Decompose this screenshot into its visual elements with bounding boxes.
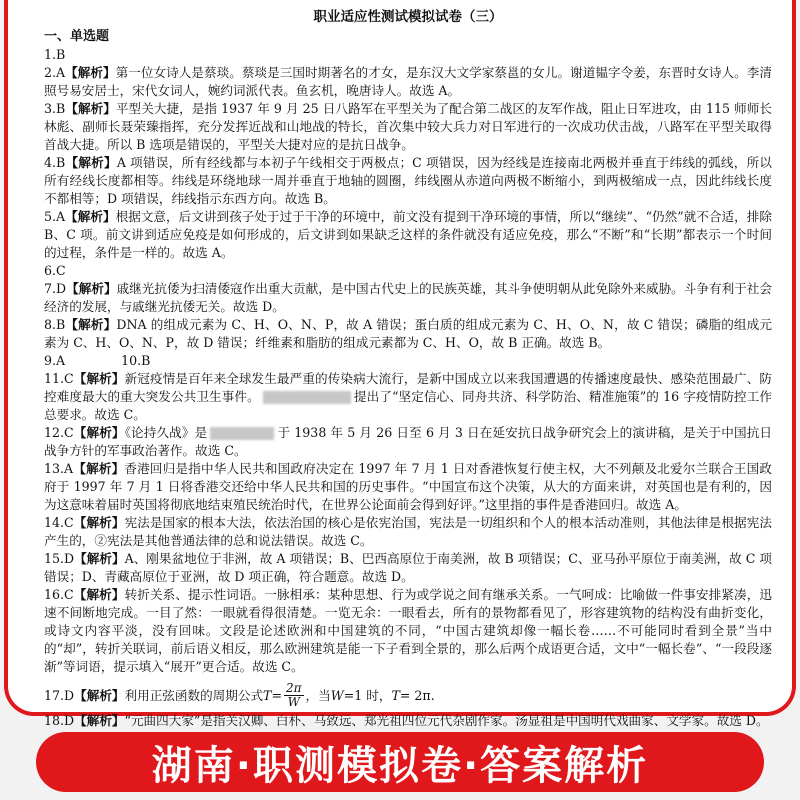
answer-12: 12.C【解析】《论持久战》是 于 1938 年 5 月 26 日至 6 月 3 日在延安抗日战争研究会上的演讲稿，是关于中国抗日战争方针的军事政治著作。故选 C。: [44, 425, 772, 458]
answer-2: 2.A【解析】第一位女诗人是蔡琰。蔡琰是三国时期著名的才女，是东汉大文学家蔡邕的女儿。谢道韫字令姜，东晋时女诗人。李清照号易安居士，宋代女词人，婉约词派代表。鱼玄机，晚唐诗人。故选 A。: [44, 65, 773, 98]
document-body: [44, 8, 772, 730]
answer-5: 5.A【解析】根据文意，后文讲到孩子处于过于干净的环境中，前文没有提到干净环境的事情，所以“继续”、“仍然”就不合适，排除 B、C 项。前文讲到适应免疫是如何形成的，后文讲到如果缺乏这样的条件就没有适应免疫，那么“不断”和“长期”都表示一个时间的过程，条件是一样的。故选 A。: [44, 209, 772, 260]
section-heading: 一、单选题: [44, 29, 110, 44]
answer-13: 13.A【解析】香港回归是指中华人民共和国政府决定在 1997 年 7 月 1 日对香港恢复行使主权，大不列颠及北爱尔兰联合王国政府于 1997 年 7 月 1 日将香港交还给中华人民共和国的历史事件。“中国宣布这个决策，从大的方面来讲，对英国也是有利的，因为这意味着届时英国将彻底地结束殖民统治时代，在世界公论面前会得到好评。”这里指的事件是香港回归。故选 A。: [44, 461, 772, 512]
answer-4: 4.B【解析】A 项错误，所有经线都与本初子午线相交于两极点；C 项错误，因为经线是连接南北两极并垂直于纬线的弧线，所以所有经线长度都相等。纬线是环绕地球一周并垂直于地轴的圆圈，纬线圈从赤道向两极不断缩小，到两极缩成一点，因此纬线长度不都相等；D 项错误，纬线指示东西方向。故选 B。: [44, 155, 773, 206]
answer-9-10: [44, 352, 772, 370]
answer-14: 14.C【解析】宪法是国家的根本大法，依法治国的核心是依宪治国，宪法是一切组织和个人的根本活动准则，其他法律是根据宪法产生的，②宪法是其他普通法律的总和说法错误。故选 C。: [44, 515, 772, 548]
redacted-block: [210, 427, 274, 440]
period-fraction: $\frac{2\pi}{W}$: [286, 681, 302, 709]
banner-title: 湖南·职测模拟卷·答案解析: [151, 742, 649, 789]
redacted-block: [263, 391, 351, 404]
answer-6: 6.C: [44, 263, 66, 278]
answer-10: 10.B: [121, 353, 151, 368]
promo-banner: [36, 732, 764, 792]
answer-18: 18.D【解析】“元曲四大家”是指关汉卿、白朴、马致远、郑光祖四位元代杂剧作家。汤显祖是中国明代戏曲家、文学家。故选 D。: [44, 713, 769, 728]
answer-16: 16.C【解析】转折关系、提示性词语。一脉相承：某种思想、行为或学说之间有继承关系。一气呵成：比喻做一件事安排紧凑，迅速不间断地完成。一目了然：一眼就看得很清楚。一览无余：一眼看去，所有的景物都看见了，形容建筑物的结构没有曲折变化，或诗文内容平淡，没有回味。文段是论述欧洲和中国建筑的不同，“中国古建筑却像一幅长卷……不可能同时看到全景”当中的“却”，转折关联词，前后语义相反，那么欧洲建筑是能一下子看到全景的，那么后两个成语更合适，文中“一幅长卷”、“一段段逐渐”等词语，提示填入“展开”更合适。故选 C。: [44, 587, 772, 674]
answer-8: 8.B【解析】DNA 的组成元素为 C、H、O、N、P，故 A 错误；蛋白质的组成元素为 C、H、O、N，故 C 错误；磷脂的组成元素为 C、H、O、N、P，故 D 错误；纤维素和脂肪的组成元素都为 C、H、O，故 B 正确。故选 B。: [44, 317, 772, 350]
answer-17: 17.D 【解析】 利用正弦函数的周期公式 T = $\frac{2\pi}{W}$ ，当 W =1 时， T = 2π.: [44, 681, 435, 709]
document-title: 职业适应性测试模拟试卷（三）: [313, 9, 503, 25]
answer-1: 1.B: [44, 47, 66, 62]
answer-7: 7.D【解析】戚继光抗倭为扫清倭寇作出重大贡献，是中国古代史上的民族英雄，其斗争使明朝从此免除外来威胁。斗争有利于社会经济的发展，与戚继光抗倭无关。故选 D。: [44, 281, 773, 314]
answer-11: 11.C【解析】新冠疫情是百年来全球发生最严重的传染病大流行，是新中国成立以来我国遭遇的传播速度最快、感染范围最广、防控难度最大的重大突发公共卫生事件。 提出了“坚定信心、同舟共济、科学防治、精准施策”的 16 字疫情防控工作总要求。故选 C。: [44, 371, 772, 422]
answer-3: 3.B【解析】平型关大捷，是指 1937 年 9 月 25 日八路军在平型关为了配合第二战区的友军作战，阻止日军进攻，由 115 师师长林彪、副师长聂荣臻指挥，充分发挥近战和山地战的特长，首次集中较大兵力对日军进行的一次成功伏击战，八路军在平型关取得首战大捷。所以 B 选项是错误的，平型关大捷对应的是抗日战争。: [44, 101, 773, 152]
answer-15: 15.D【解析】A、刚果盆地位于非洲，故 A 项错误；B、巴西高原位于南美洲，故 B 项错误；C、亚马孙平原位于南美洲，故 C 项错误；D、青藏高原位于亚洲，故 D 项正确，符合题意。故选 D。: [44, 551, 772, 584]
answer-sheet: [4, 0, 796, 728]
answer-9: 9.A: [44, 353, 66, 368]
